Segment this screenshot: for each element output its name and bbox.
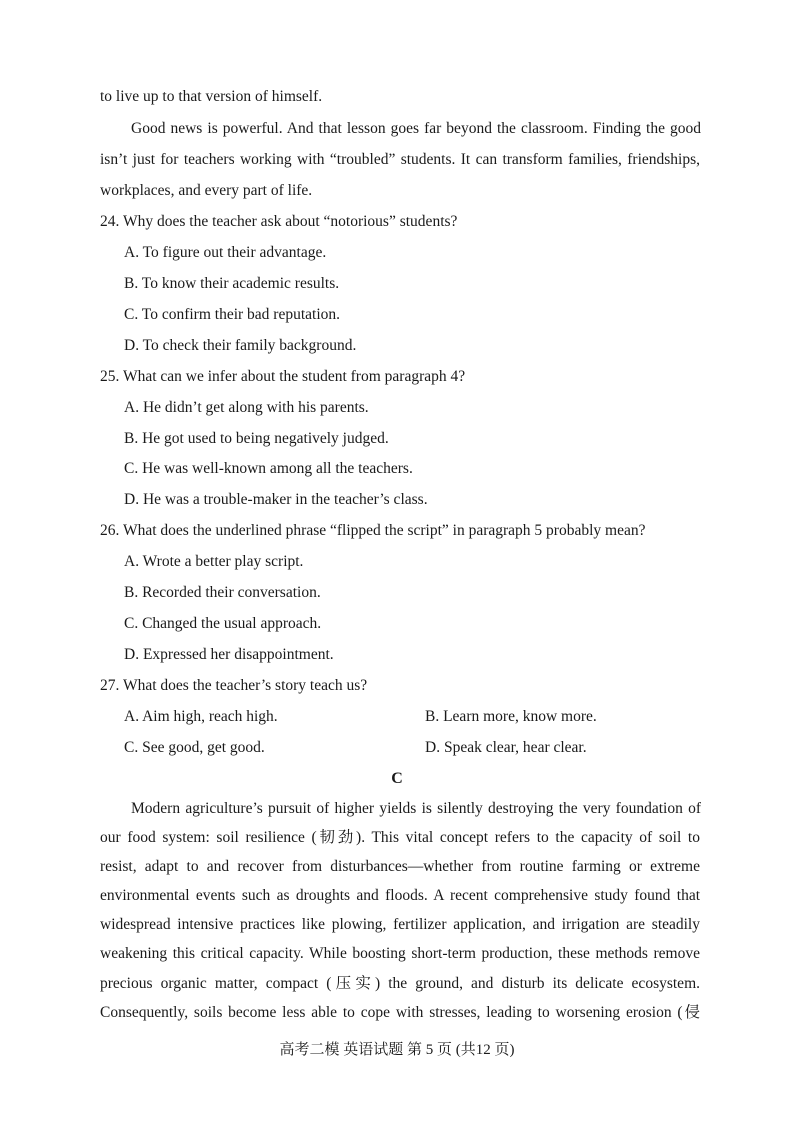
option-27-d[interactable]: D. Speak clear, hear clear. bbox=[425, 739, 587, 756]
passage-line: to live up to that version of himself. bbox=[100, 88, 323, 105]
page-footer: 高考二模 英语试题 第 5 页 (共12 页) bbox=[279, 1042, 515, 1058]
option-25-d[interactable]: D. He was a trouble-maker in the teacher’s class. bbox=[124, 491, 428, 508]
question-stem-25: 25. What can we infer about the student from paragraph 4? bbox=[100, 368, 466, 385]
passage-c-line: weakening this critical capacity. While boosting short-term production, these methods remove bbox=[100, 945, 700, 962]
option-27-c[interactable]: C. See good, get good. bbox=[124, 739, 265, 756]
option-24-d[interactable]: D. To check their family background. bbox=[124, 337, 357, 354]
passage-c-line: environmental events such as droughts and floods. A recent comprehensive study found that bbox=[100, 887, 700, 904]
option-25-b[interactable]: B. He got used to being negatively judged. bbox=[124, 430, 389, 447]
section-heading-c: C bbox=[391, 770, 403, 787]
passage-c-line: widespread intensive practices like plowing, fertilizer application, and irrigation are steadily bbox=[100, 916, 700, 933]
passage-c-line: resist, adapt to and recover from disturbances—whether from routine farming or extreme bbox=[100, 858, 700, 875]
option-25-c[interactable]: C. He was well-known among all the teachers. bbox=[124, 460, 413, 477]
passage-c-line: Consequently, soils become less able to cope with stresses, leading to worsening erosion (侵 bbox=[100, 1004, 700, 1021]
option-24-a[interactable]: A. To figure out their advantage. bbox=[124, 244, 327, 261]
option-25-a[interactable]: A. He didn’t get along with his parents. bbox=[124, 399, 369, 416]
passage-line: isn’t just for teachers working with “troubled” students. It can transform families, friendships, bbox=[100, 151, 700, 168]
option-26-d[interactable]: D. Expressed her disappointment. bbox=[124, 646, 334, 663]
question-stem-27: 27. What does the teacher’s story teach us? bbox=[100, 677, 368, 694]
option-24-c[interactable]: C. To confirm their bad reputation. bbox=[124, 306, 341, 323]
passage-line: workplaces, and every part of life. bbox=[100, 182, 313, 199]
passage-c-line: precious organic matter, compact (压实) the ground, and disturb its delicate ecosystem. bbox=[100, 975, 700, 992]
question-stem-24: 24. Why does the teacher ask about “notorious” students? bbox=[100, 213, 458, 230]
option-26-a[interactable]: A. Wrote a better play script. bbox=[124, 553, 304, 570]
option-26-c[interactable]: C. Changed the usual approach. bbox=[124, 615, 322, 632]
option-27-b[interactable]: B. Learn more, know more. bbox=[425, 708, 597, 725]
passage-c-line: our food system: soil resilience (韧劲). This vital concept refers to the capacity of soil to bbox=[100, 829, 700, 846]
passage-c-line: Modern agriculture’s pursuit of higher yields is silently destroying the very foundation of bbox=[131, 800, 701, 817]
passage-line: Good news is powerful. And that lesson goes far beyond the classroom. Finding the good bbox=[131, 120, 701, 137]
option-24-b[interactable]: B. To know their academic results. bbox=[124, 275, 340, 292]
option-26-b[interactable]: B. Recorded their conversation. bbox=[124, 584, 321, 601]
option-27-a[interactable]: A. Aim high, reach high. bbox=[124, 708, 278, 725]
question-stem-26: 26. What does the underlined phrase “flipped the script” in paragraph 5 probably mean? bbox=[100, 522, 646, 539]
